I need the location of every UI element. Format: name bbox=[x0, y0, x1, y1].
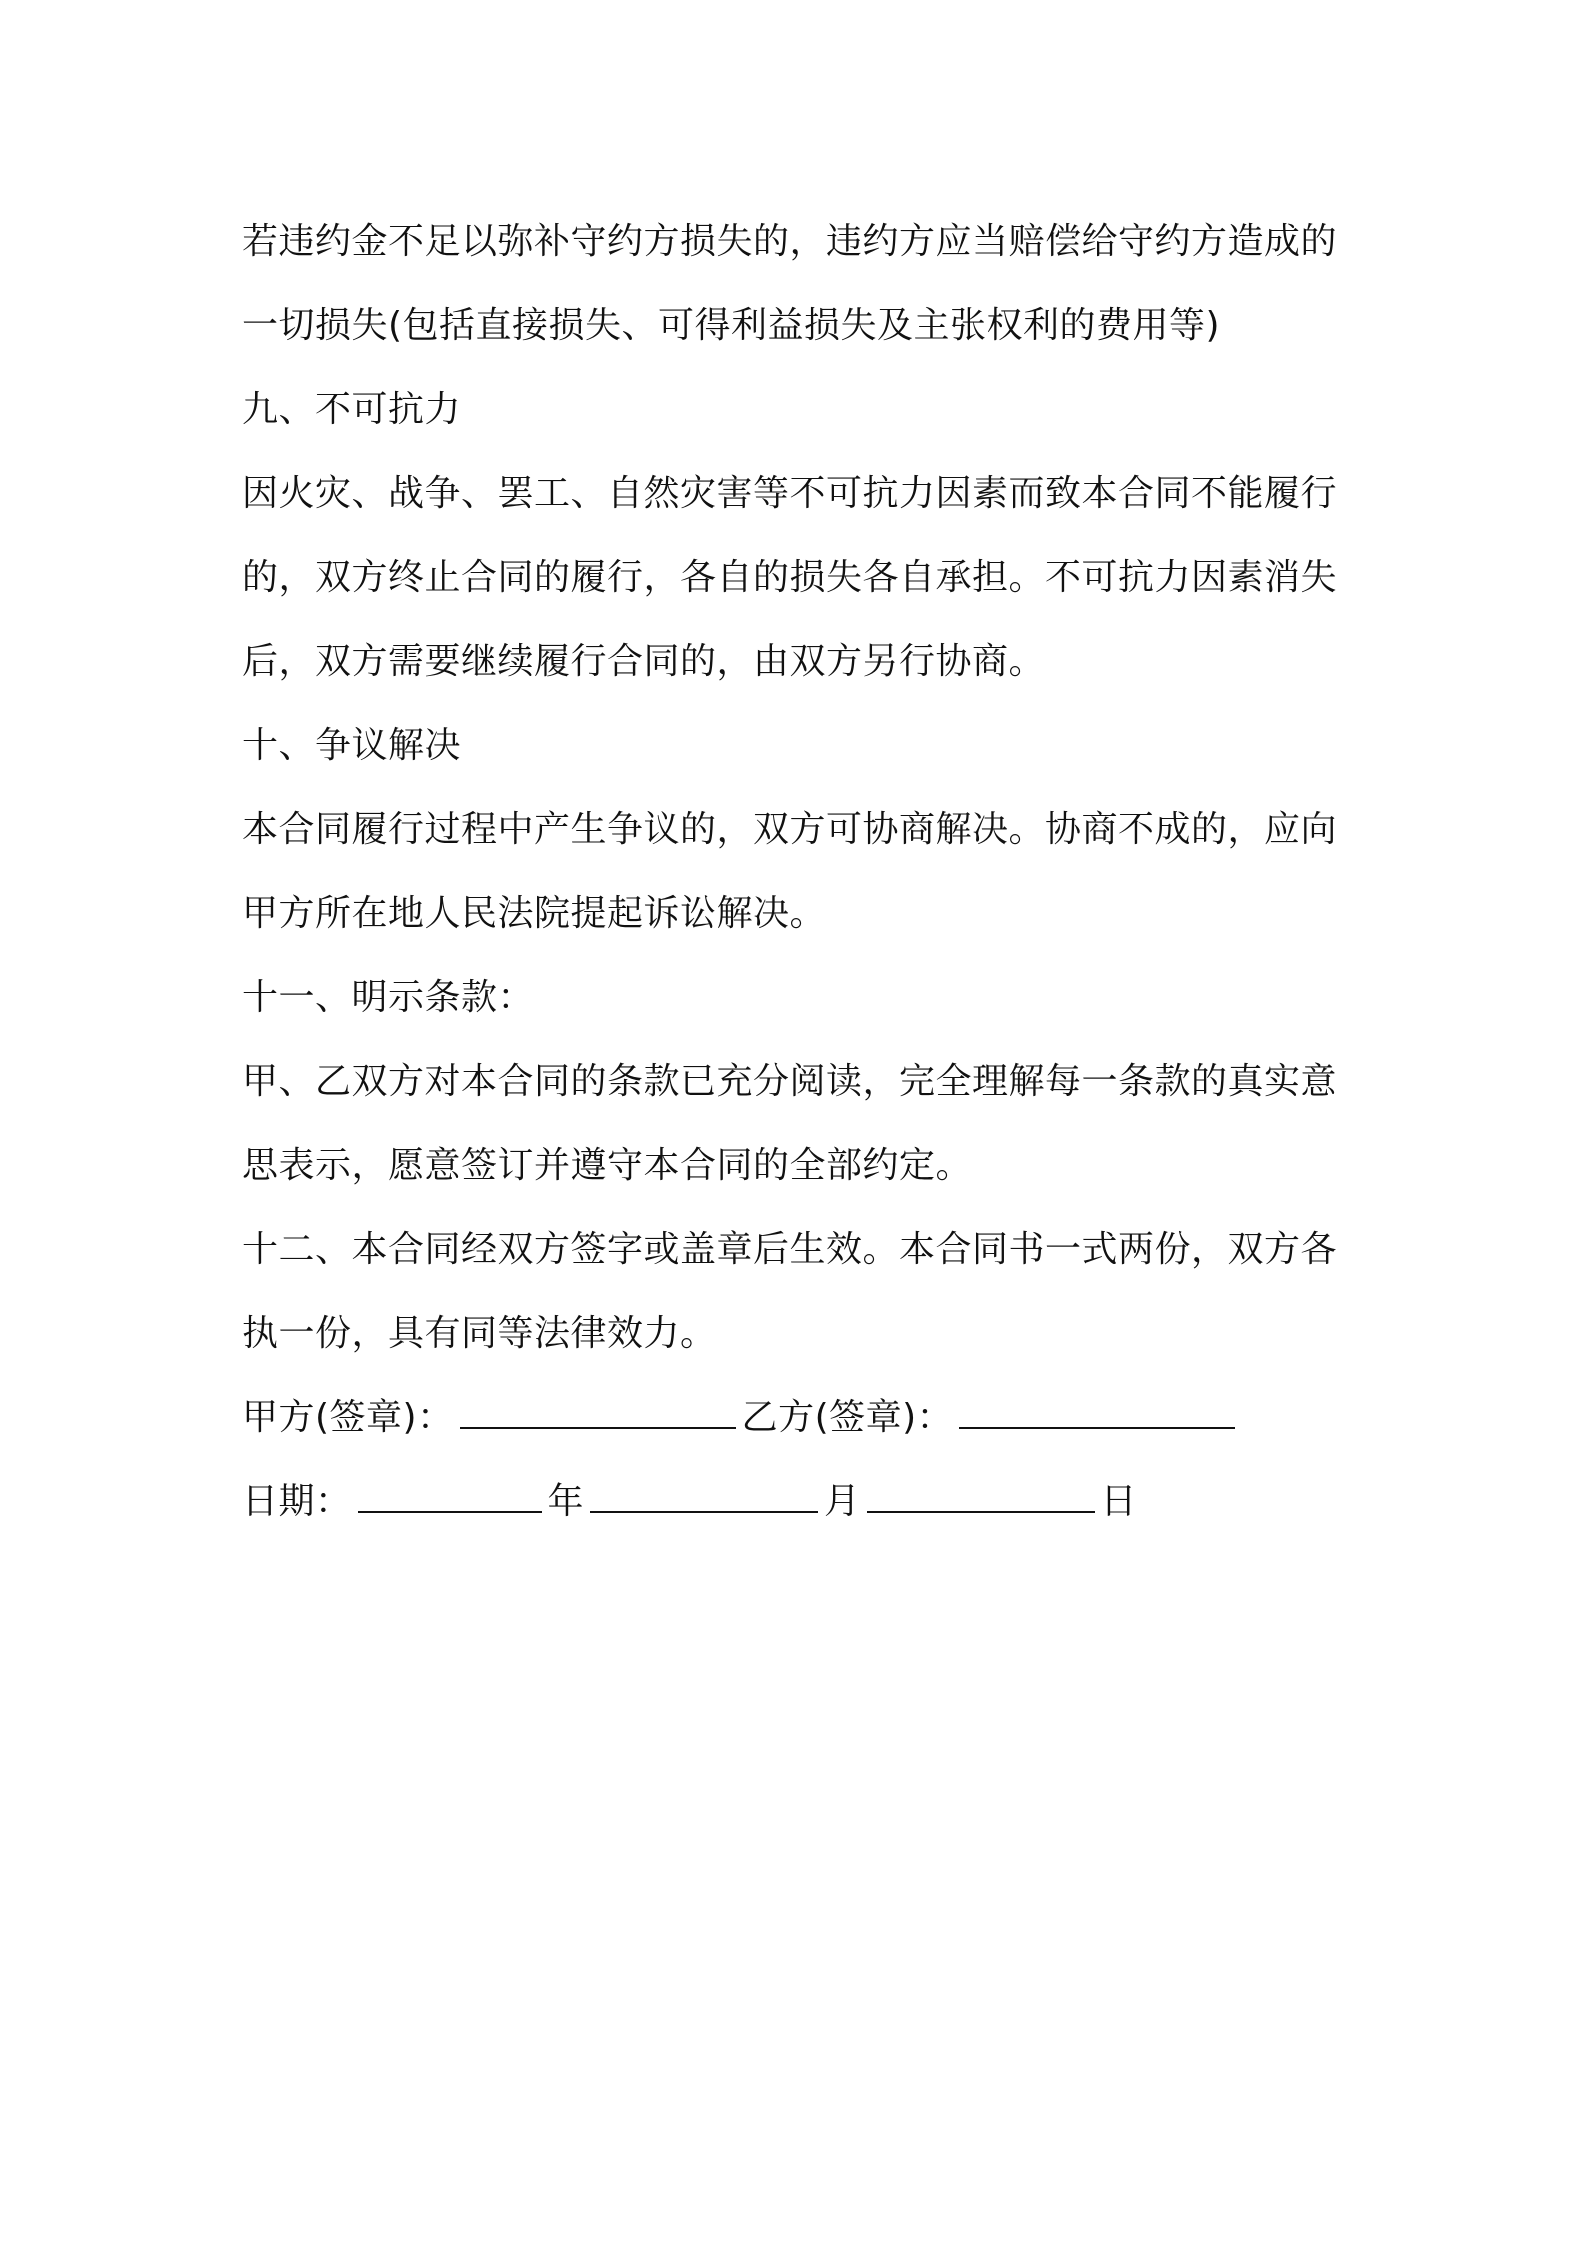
paragraph-line: 十二、本合同经双方签字或盖章后生效。本合同书一式两份，双方各 bbox=[242, 1229, 1338, 1270]
paragraph-line: 一切损失(包括直接损失、可得利益损失及主张权利的费用等) bbox=[242, 305, 1221, 346]
signature-row bbox=[242, 1376, 1372, 1460]
paragraph-line: 本合同履行过程中产生争议的，双方可协商解决。协商不成的，应向 bbox=[242, 809, 1338, 850]
party-b-label: 乙方(签章)： bbox=[741, 1397, 954, 1438]
day-label: 日 bbox=[1100, 1481, 1138, 1522]
party-a-label: 甲方(签章)： bbox=[242, 1397, 454, 1438]
paragraph-line: 因火灾、战争、罢工、自然灾害等不可抗力因素而致本合同不能履行 bbox=[242, 473, 1338, 514]
paragraph-line: 执一份，具有同等法律效力。 bbox=[242, 1313, 717, 1354]
paragraph-line: 后，双方需要继续履行合同的，由双方另行协商。 bbox=[242, 641, 1046, 682]
document-page bbox=[242, 200, 1372, 1544]
day-field[interactable] bbox=[867, 1477, 1095, 1513]
paragraph-line: 甲、乙双方对本合同的条款已充分阅读，完全理解每一条款的真实意 bbox=[242, 1061, 1338, 1102]
paragraph-line: 若违约金不足以弥补守约方损失的，违约方应当赔偿给守约方造成的 bbox=[242, 221, 1338, 262]
paragraph-line: 思表示，愿意签订并遵守本合同的全部约定。 bbox=[242, 1145, 973, 1186]
date-label: 日期： bbox=[242, 1481, 352, 1522]
section-heading: 九、不可抗力 bbox=[242, 389, 462, 430]
year-label: 年 bbox=[547, 1481, 585, 1522]
section-heading: 十、争议解决 bbox=[242, 725, 462, 766]
year-field[interactable] bbox=[358, 1477, 542, 1513]
section-heading: 十一、明示条款： bbox=[242, 977, 535, 1018]
month-field[interactable] bbox=[590, 1477, 818, 1513]
party-a-signature-field[interactable] bbox=[460, 1393, 736, 1429]
paragraph-line: 的，双方终止合同的履行，各自的损失各自承担。不可抗力因素消失 bbox=[242, 557, 1338, 598]
month-label: 月 bbox=[824, 1481, 861, 1522]
paragraph-line: 甲方所在地人民法院提起诉讼解决。 bbox=[242, 893, 827, 934]
party-b-signature-field[interactable] bbox=[959, 1393, 1235, 1429]
date-row bbox=[242, 1460, 1372, 1544]
